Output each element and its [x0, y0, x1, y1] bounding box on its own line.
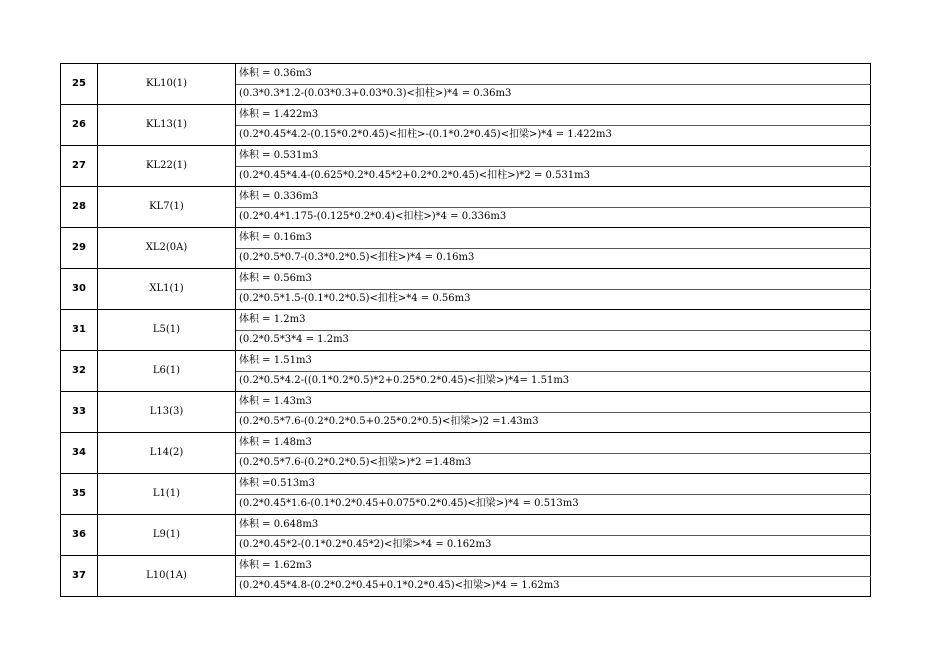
volume-result: 体积 = 1.422m3 [236, 105, 871, 126]
calculation-formula: (0.3*0.3*1.2-(0.03*0.3+0.03*0.3)<扣柱>)*4 = 0.36m3 [236, 84, 871, 105]
volume-result: 体积 = 1.43m3 [236, 392, 871, 413]
calculation-formula: (0.2*0.5*4.2-((0.1*0.2*0.5)*2+0.25*0.2*0.45)<扣梁>)*4= 1.51m3 [236, 371, 871, 392]
calculation-formula: (0.2*0.45*2-(0.1*0.2*0.45*2)<扣梁>*4 = 0.162m3 [236, 535, 871, 556]
quantity-calculation-table [60, 63, 871, 597]
table-row [61, 105, 871, 126]
calculation-formula: (0.2*0.45*4.2-(0.15*0.2*0.45)<扣柱>-(0.1*0.2*0.45)<扣梁>)*4 = 1.422m3 [236, 125, 871, 146]
table-row [61, 187, 871, 208]
calculation-formula: (0.2*0.45*4.8-(0.2*0.2*0.45+0.1*0.2*0.45)<扣梁>)*4 = 1.62m3 [236, 576, 871, 597]
calculation-formula: (0.2*0.45*4.4-(0.625*0.2*0.45*2+0.2*0.2*0.45)<扣柱>)*2 = 0.531m3 [236, 166, 871, 187]
item-number: 32 [61, 351, 98, 392]
calculation-formula: (0.2*0.5*7.6-(0.2*0.2*0.5)<扣梁>)*2 =1.48m3 [236, 453, 871, 474]
volume-result: 体积 = 0.16m3 [236, 228, 871, 249]
volume-result: 体积 = 1.51m3 [236, 351, 871, 372]
table-row [61, 146, 871, 167]
item-number: 36 [61, 515, 98, 556]
member-code: KL10(1) [98, 64, 236, 105]
table-row [61, 392, 871, 413]
calculation-formula: (0.2*0.5*1.5-(0.1*0.2*0.5)<扣柱>*4 = 0.56m3 [236, 289, 871, 310]
member-code: KL22(1) [98, 146, 236, 187]
table-row [61, 269, 871, 290]
calculation-formula: (0.2*0.4*1.175-(0.125*0.2*0.4)<扣柱>)*4 = 0.336m3 [236, 207, 871, 228]
calculation-formula: (0.2*0.5*0.7-(0.3*0.2*0.5)<扣柱>)*4 = 0.16m3 [236, 248, 871, 269]
item-number: 27 [61, 146, 98, 187]
calculation-formula: (0.2*0.5*7.6-(0.2*0.2*0.5+0.25*0.2*0.5)<扣梁>)2 =1.43m3 [236, 412, 871, 433]
member-code: L6(1) [98, 351, 236, 392]
member-code: L9(1) [98, 515, 236, 556]
item-number: 31 [61, 310, 98, 351]
table-row [61, 515, 871, 536]
table-row [61, 351, 871, 372]
member-code: XL2(0A) [98, 228, 236, 269]
volume-result: 体积 = 0.531m3 [236, 146, 871, 167]
volume-result: 体积 = 0.36m3 [236, 64, 871, 85]
volume-result: 体积 = 0.648m3 [236, 515, 871, 536]
item-number: 28 [61, 187, 98, 228]
member-code: L13(3) [98, 392, 236, 433]
member-code: KL7(1) [98, 187, 236, 228]
item-number: 33 [61, 392, 98, 433]
table-row [61, 310, 871, 331]
table-row [61, 474, 871, 495]
item-number: 30 [61, 269, 98, 310]
table-body [61, 64, 871, 597]
item-number: 35 [61, 474, 98, 515]
item-number: 37 [61, 556, 98, 597]
member-code: XL1(1) [98, 269, 236, 310]
volume-result: 体积 =0.513m3 [236, 474, 871, 495]
item-number: 29 [61, 228, 98, 269]
calculation-formula: (0.2*0.5*3*4 = 1.2m3 [236, 330, 871, 351]
volume-result: 体积 = 1.48m3 [236, 433, 871, 454]
calculation-formula: (0.2*0.45*1.6-(0.1*0.2*0.45+0.075*0.2*0.45)<扣梁>)*4 = 0.513m3 [236, 494, 871, 515]
item-number: 26 [61, 105, 98, 146]
member-code: L14(2) [98, 433, 236, 474]
member-code: KL13(1) [98, 105, 236, 146]
table-row [61, 228, 871, 249]
item-number: 34 [61, 433, 98, 474]
member-code: L10(1A) [98, 556, 236, 597]
volume-result: 体积 = 1.2m3 [236, 310, 871, 331]
table-row [61, 556, 871, 577]
volume-result: 体积 = 0.56m3 [236, 269, 871, 290]
table-row [61, 64, 871, 85]
volume-result: 体积 = 0.336m3 [236, 187, 871, 208]
member-code: L1(1) [98, 474, 236, 515]
volume-result: 体积 = 1.62m3 [236, 556, 871, 577]
item-number: 25 [61, 64, 98, 105]
table-row [61, 433, 871, 454]
member-code: L5(1) [98, 310, 236, 351]
